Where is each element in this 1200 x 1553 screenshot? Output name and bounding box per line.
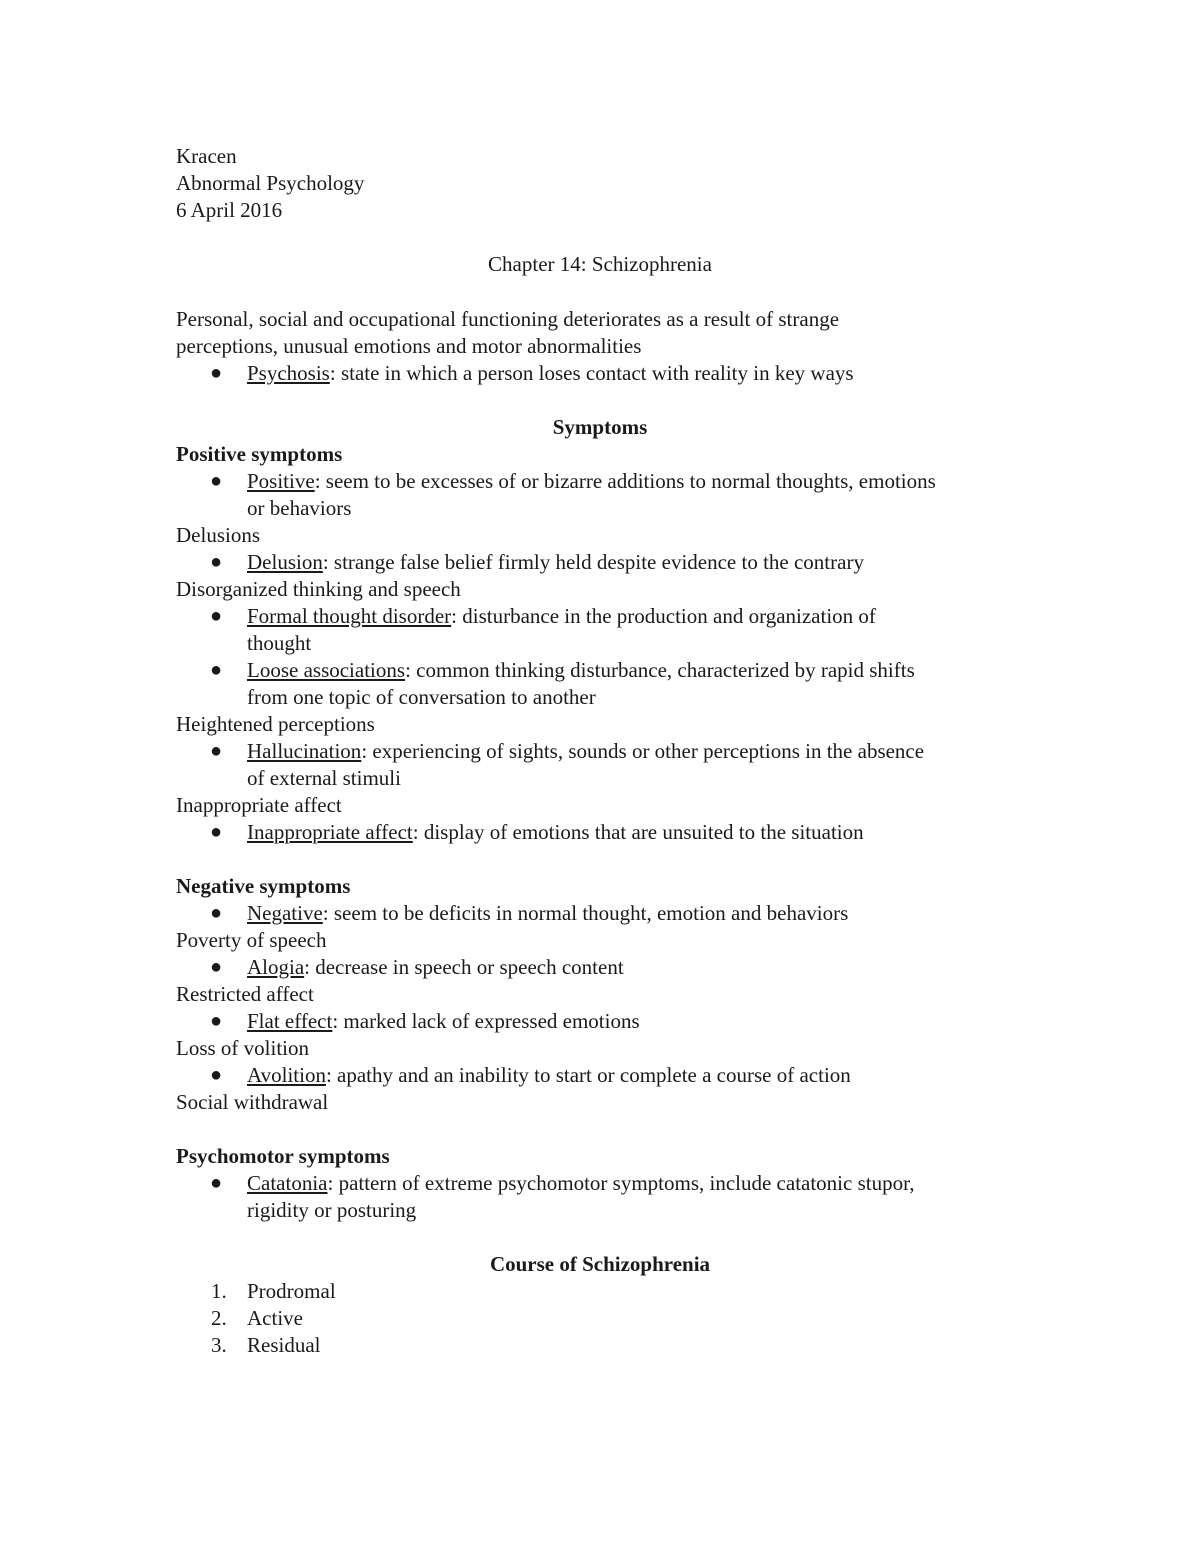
category-inappropriate-affect: Inappropriate affect (176, 793, 342, 817)
category-heightened: Heightened perceptions (176, 712, 375, 736)
term-formal-thought-disorder: Formal thought disorder (247, 604, 452, 628)
bullet-icon: ● (210, 902, 223, 924)
definition-continuation: of external stimuli (247, 766, 401, 790)
category-delusions: Delusions (176, 523, 260, 547)
numbered-list-item (176, 1332, 1036, 1359)
definition-continuation: thought (247, 631, 312, 655)
definition-text: : seem to be deficits in normal thought, emotion and behaviors (322, 901, 849, 925)
category-social-withdrawal: Social withdrawal (176, 1090, 329, 1114)
document-date: 6 April 2016 (176, 198, 283, 222)
category-poverty-of-speech: Poverty of speech (176, 928, 327, 952)
term-avolition: Avolition (247, 1063, 326, 1087)
page-title: Chapter 14: Schizophrenia (488, 252, 712, 276)
bullet-item-hallucination (176, 738, 1036, 765)
author-name: Kracen (176, 144, 237, 168)
definition-continuation: or behaviors (247, 496, 352, 520)
subheading-negative-symptoms: Negative symptoms (176, 874, 351, 898)
intro-line: perceptions, unusual emotions and motor abnormalities (176, 334, 642, 358)
subheading-psychomotor-symptoms: Psychomotor symptoms (176, 1144, 390, 1168)
bullet-item-catatonia (176, 1170, 1036, 1197)
term-inappropriate-affect: Inappropriate affect (247, 820, 413, 844)
term-positive: Positive (247, 469, 315, 493)
term-hallucination: Hallucination (247, 739, 362, 763)
definition-text: : seem to be excesses of or bizarre additions to normal thoughts, emotions (314, 469, 936, 493)
bullet-icon: ● (210, 470, 223, 492)
bullet-icon: ● (210, 551, 223, 573)
term-flat-effect: Flat effect (247, 1009, 333, 1033)
term-catatonia: Catatonia (247, 1171, 328, 1195)
term-delusion: Delusion (247, 550, 323, 574)
bullet-icon: ● (210, 659, 223, 681)
course-name: Abnormal Psychology (176, 171, 365, 195)
bullet-item-loose-associations (176, 657, 1036, 684)
intro-line: Personal, social and occupational functioning deteriorates as a result of strange (176, 307, 840, 331)
category-loss-of-volition: Loss of volition (176, 1036, 310, 1060)
bullet-item-alogia (176, 954, 1036, 981)
category-restricted-affect: Restricted affect (176, 982, 314, 1006)
bullet-item-negative (176, 900, 1036, 927)
definition-continuation: from one topic of conversation to another (247, 685, 596, 709)
term-loose-associations: Loose associations (247, 658, 406, 682)
bullet-item-avolition (176, 1062, 1036, 1089)
list-item-label: Residual (247, 1333, 321, 1357)
bullet-icon: ● (210, 821, 223, 843)
definition-text: : experiencing of sights, sounds or other perceptions in the absence (361, 739, 925, 763)
section-heading-course: Course of Schizophrenia (489, 1252, 711, 1276)
definition-text: : apathy and an inability to start or complete a course of action (325, 1063, 851, 1087)
term-alogia: Alogia (247, 955, 305, 979)
category-disorganized: Disorganized thinking and speech (176, 577, 461, 601)
definition-text: : pattern of extreme psychomotor symptoms, include catatonic stupor, (327, 1171, 915, 1195)
bullet-item-positive (176, 468, 1036, 495)
list-number: 2. (211, 1306, 227, 1330)
bullet-icon: ● (210, 740, 223, 762)
list-item-label: Active (247, 1306, 303, 1330)
definition-text: : common thinking disturbance, characterized by rapid shifts (405, 658, 915, 682)
list-item-label: Prodromal (247, 1279, 336, 1303)
bullet-icon: ● (210, 1172, 223, 1194)
definition-continuation: rigidity or posturing (247, 1198, 417, 1222)
bullet-icon: ● (210, 1010, 223, 1032)
list-number: 3. (211, 1333, 227, 1357)
bullet-item-delusion (176, 549, 1036, 576)
definition-text: : strange false belief firmly held despite evidence to the contrary (322, 550, 864, 574)
definition-text: : decrease in speech or speech content (304, 955, 624, 979)
definition-text: : marked lack of expressed emotions (332, 1009, 640, 1033)
numbered-list-item (176, 1305, 1036, 1332)
bullet-icon: ● (210, 1064, 223, 1086)
bullet-item-formal-thought-disorder (176, 603, 1036, 630)
term-psychosis: Psychosis (247, 361, 330, 385)
bullet-icon: ● (210, 362, 223, 384)
bullet-item-psychosis (176, 360, 1036, 387)
subheading-positive-symptoms: Positive symptoms (176, 442, 343, 466)
definition-text: : display of emotions that are unsuited to the situation (412, 820, 864, 844)
section-heading-symptoms: Symptoms (552, 415, 648, 439)
numbered-list-item (176, 1278, 1036, 1305)
list-number: 1. (211, 1279, 227, 1303)
bullet-icon: ● (210, 605, 223, 627)
term-negative: Negative (247, 901, 323, 925)
bullet-item-inappropriate-affect (176, 819, 1036, 846)
definition-text: : state in which a person loses contact with reality in key ways (329, 361, 854, 385)
bullet-item-flat-effect (176, 1008, 1036, 1035)
definition-text: : disturbance in the production and organization of (451, 604, 876, 628)
bullet-icon: ● (210, 956, 223, 978)
